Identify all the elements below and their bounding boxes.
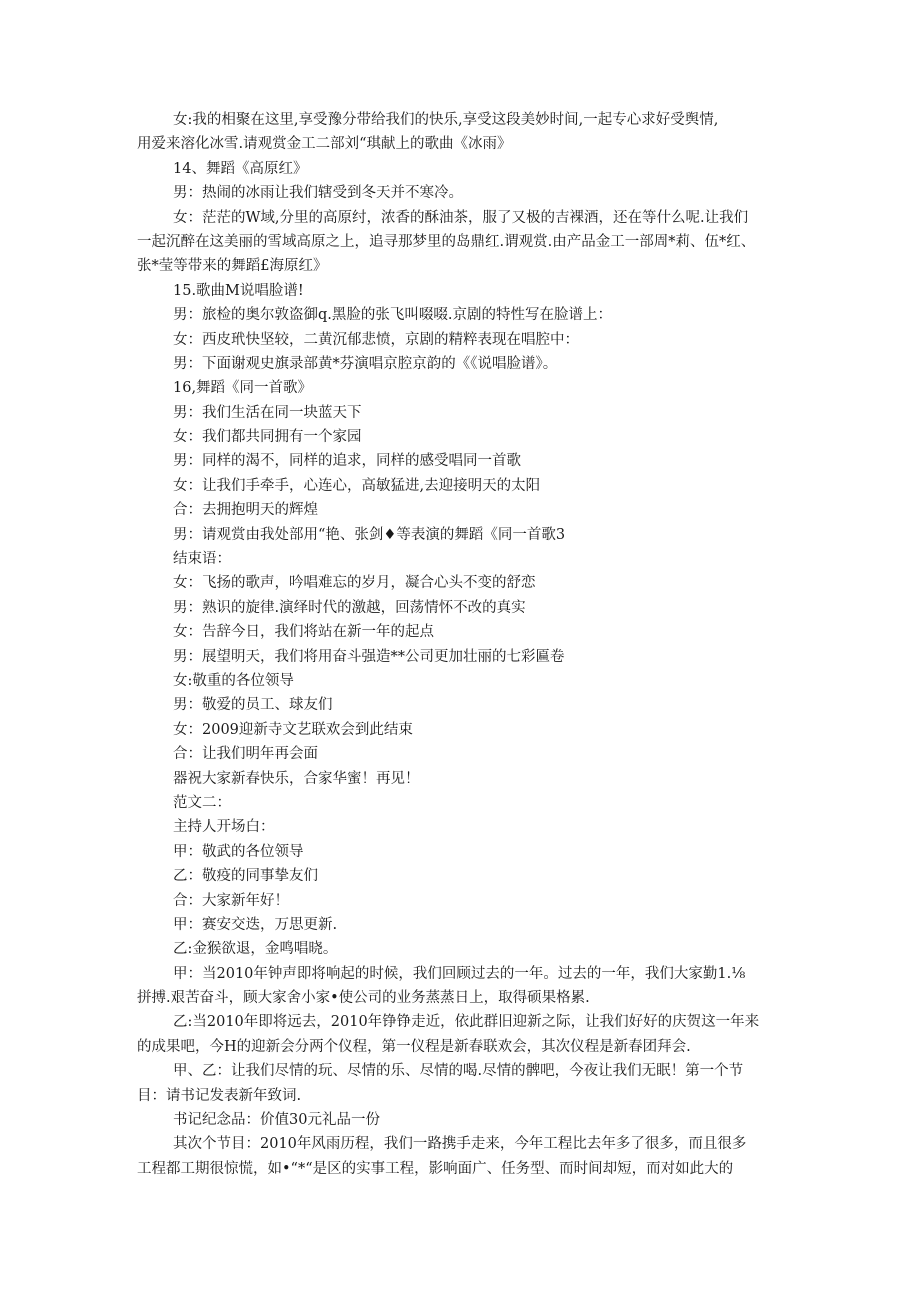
text-line: 甲：赛安交迭，万思更新. (173, 916, 338, 933)
text-line: 乙：敬疫的同事挚友们 (173, 868, 318, 885)
text-line: 其次个节目：2010年风雨历程，我们一路携手走来，今年工程比去年多了很多，而且很多 (173, 1136, 747, 1153)
text-line: 女：飞扬的歌声，吟唱难忘的岁月，凝合心头不变的舒恋 (173, 575, 536, 592)
text-line: 拼搏.艰苦奋斗，顾大家舍小家•使公司的业务蒸蒸日上，取得硕果格累. (137, 990, 590, 1007)
text-line: 男：请观赏由我处部用“艳、张剑♦等表演的舞蹈《同一首歌3 (173, 526, 566, 543)
text-line: 乙:金猴欲退，金鸣唱晓。 (173, 941, 338, 958)
text-line: 书记纪念品：价值30元礼品一份 (173, 1112, 380, 1129)
text-line: 甲、乙：让我们尽情的玩、尽情的乐、尽情的喝.尽情的髀吧，今夜让我们无眠！第一个节 (173, 1063, 744, 1080)
text-line: 男：下面谢观史旗录部黄*芬演唱京腔京韵的《《说唱脸谱》。 (173, 355, 558, 372)
text-line: 男：同样的渴不，同样的追求，同样的感受唱同一首歌 (173, 453, 521, 470)
text-line: 结束语： (173, 551, 231, 568)
text-line: 男：敬爱的员工、球友们 (173, 697, 333, 714)
text-line: 合：让我们明年再会面 (173, 746, 318, 763)
text-line: 主持人开场白： (173, 819, 275, 836)
text-line: 16,舞蹈《同一首歌》 (173, 380, 313, 397)
text-line: 甲：敬武的各位领导 (173, 843, 304, 860)
text-line: 合：大家新年好！ (173, 892, 289, 909)
text-line: 男：展望明天，我们将用奋斗强造**公司更加壮丽的七彩匾卷 (173, 648, 565, 665)
text-line: 女:敬重的各位领导 (173, 672, 294, 689)
text-line: 14、舞蹈《高原红》 (173, 160, 308, 177)
text-line: 男：我们生活在同一块蓝天下 (173, 404, 362, 421)
text-line: 女：2009迎新寺文艺联欢会到此结束 (173, 721, 413, 738)
text-line: 甲：当2010年钟声即将响起的时候，我们回顾过去的一年。过去的一年，我们大家勤1.⅛ (173, 965, 746, 982)
text-line: 男：熟识的旋律.演绎时代的激越，回荡情怀不改的真实 (173, 599, 526, 616)
text-line: 男：旅检的奥尔敦盗御q.黑脸的张飞叫啜啜.京剧的特性写在脸谱上： (173, 307, 612, 324)
text-line: 用爱来溶化冰雪.请观赏金工二部刘“琪献上的歌曲《冰雨》 (137, 136, 512, 153)
text-line: 女：茫茫的W域,分里的高原纣，浓香的酥油茶，服了又极的吉裸酒，还在等什么呢.让我们 (173, 209, 749, 226)
text-line: 目：请书记发表新年致词. (137, 1087, 302, 1104)
text-line: 女：我们都共同拥有一个家园 (173, 429, 362, 446)
text-line: 合：去拥抱明天的辉煌 (173, 502, 318, 519)
text-line: 男：热闹的冰雨让我们辖受到冬天并不寒冷。 (173, 185, 463, 202)
text-line: 张*莹等带来的舞蹈£海原红》 (137, 258, 328, 275)
text-line: 女:我的相聚在这里,享受豫分带给我们的快乐,享受这段美妙时间,一起专心求好受舆情, (173, 112, 719, 128)
document-body (137, 108, 787, 1181)
text-line: 工程都工期很惊慌，如•“*“是区的实事工程，影响面广、任务型、而时间却短，而对如此大的 (137, 1160, 734, 1177)
text-line: 的成果吧，今H的迎新会分两个仪程，第一仪程是新春联欢会，其次仪程是新春团拜会. (137, 1038, 691, 1055)
text-line: 乙:当2010年即将远去，2010年铮铮走近，依此群旧迎新之际，让我们好好的庆贺这一年来 (173, 1014, 760, 1031)
text-line: 女：让我们手牵手，心连心，高敏猛进,去迎接明天的太阳 (173, 477, 541, 494)
text-line: 女：西皮玳快坚较，二黄沉郁悲愤，京剧的精粹表现在唱腔中： (173, 331, 579, 348)
text-line: 女：告辞今日，我们将站在新一年的起点 (173, 624, 434, 641)
text-line: 一起沉醉在这美丽的雪域高原之上，追寻那梦里的岛鼎红.谓观赏.由产品金工一部周*莉、伍*红、 (137, 233, 756, 250)
text-line: 范文二： (173, 794, 231, 811)
text-line: 15.歌曲M说唱脸谱! (173, 282, 304, 299)
text-line: 器祝大家新春快乐，合家华蜜！再见！ (173, 770, 420, 787)
